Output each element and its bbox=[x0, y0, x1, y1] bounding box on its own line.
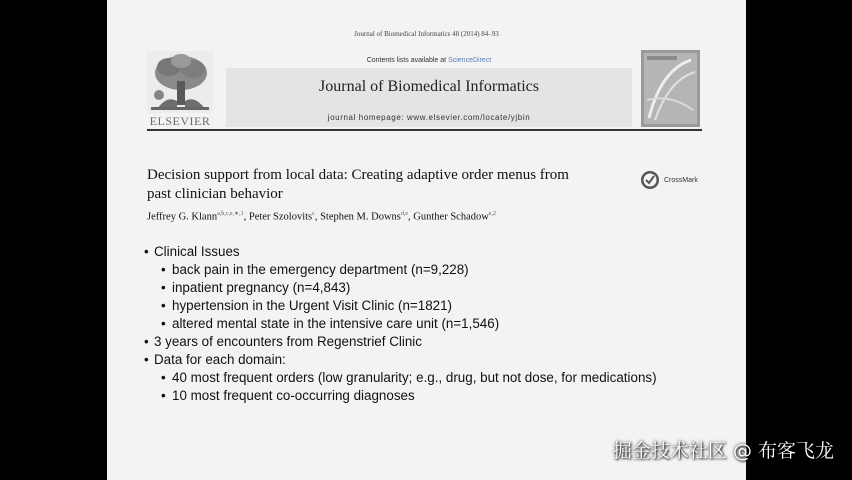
author-name[interactable]: Stephen M. Downs bbox=[320, 211, 401, 223]
sub-bullet-item: • inpatient pregnancy (n=4,843) bbox=[144, 279, 734, 297]
author-affiliation-marks: d,e bbox=[400, 211, 409, 217]
author-affiliation-marks: a,b,c,e,∗,1 bbox=[217, 211, 244, 217]
paper-title-line-2: past clinician behavior bbox=[147, 186, 283, 202]
slide bbox=[107, 0, 746, 480]
author-name[interactable]: Jeffrey G. Klann bbox=[147, 211, 218, 223]
crossmark-label: CrossMark bbox=[664, 176, 698, 184]
author-name[interactable]: Gunther Schadow bbox=[413, 211, 489, 223]
elsevier-logo bbox=[147, 51, 213, 129]
elsevier-wordmark: ELSEVIER bbox=[149, 114, 211, 128]
paper-title-line-1: Decision support from local data: Creating adaptive order menus from bbox=[147, 167, 569, 183]
masthead-box bbox=[226, 68, 632, 127]
sub-bullet-item: • back pain in the emergency department (n=9,228) bbox=[144, 261, 734, 279]
author-separator: , bbox=[243, 211, 249, 223]
author-affiliation-marks: e,2 bbox=[488, 211, 496, 217]
journal-cover-icon bbox=[641, 50, 700, 127]
author-name[interactable]: Peter Szolovits bbox=[248, 211, 313, 223]
paper-title bbox=[147, 166, 627, 204]
contents-available-line bbox=[226, 57, 632, 64]
sub-bullet-item: • 40 most frequent orders (low granularity; e.g., drug, but not dose, for medications) bbox=[144, 369, 734, 387]
bullet-item: • Data for each domain: bbox=[144, 351, 734, 369]
author-separator: , bbox=[408, 211, 414, 223]
journal-reference: Journal of Biomedical Informatics 48 (2014) 84–93 bbox=[354, 30, 499, 38]
author-affiliation-marks: c bbox=[312, 211, 315, 217]
journal-title: Journal of Biomedical Informatics bbox=[319, 78, 539, 95]
crossmark-icon bbox=[640, 170, 660, 190]
author-separator: , bbox=[314, 211, 321, 223]
header-rule bbox=[147, 129, 702, 131]
elsevier-tree-icon bbox=[147, 51, 213, 113]
crossmark-badge[interactable] bbox=[640, 170, 698, 190]
sciencedirect-link[interactable]: ScienceDirect bbox=[448, 57, 492, 64]
watermark-text: 掘金技术社区 @ 布客飞龙 bbox=[612, 440, 834, 462]
bullet-item: • Clinical Issues bbox=[144, 243, 734, 261]
sub-bullet-item: • 10 most frequent co-occurring diagnoses bbox=[144, 387, 734, 405]
contents-prefix: Contents lists available at bbox=[366, 57, 449, 64]
sub-bullet-item: • altered mental state in the intensive care unit (n=1,546) bbox=[144, 315, 734, 333]
slide-bullet-list bbox=[144, 243, 734, 405]
bullet-item: • 3 years of encounters from Regenstrief Clinic bbox=[144, 333, 734, 351]
journal-homepage[interactable]: journal homepage: www.elsevier.com/locate/yjbin bbox=[327, 113, 531, 122]
sub-bullet-item: • hypertension in the Urgent Visit Clinic (n=1821) bbox=[144, 297, 734, 315]
author-list bbox=[147, 210, 687, 223]
journal-masthead bbox=[226, 57, 632, 127]
cover-thumbnail-icon bbox=[641, 50, 700, 127]
